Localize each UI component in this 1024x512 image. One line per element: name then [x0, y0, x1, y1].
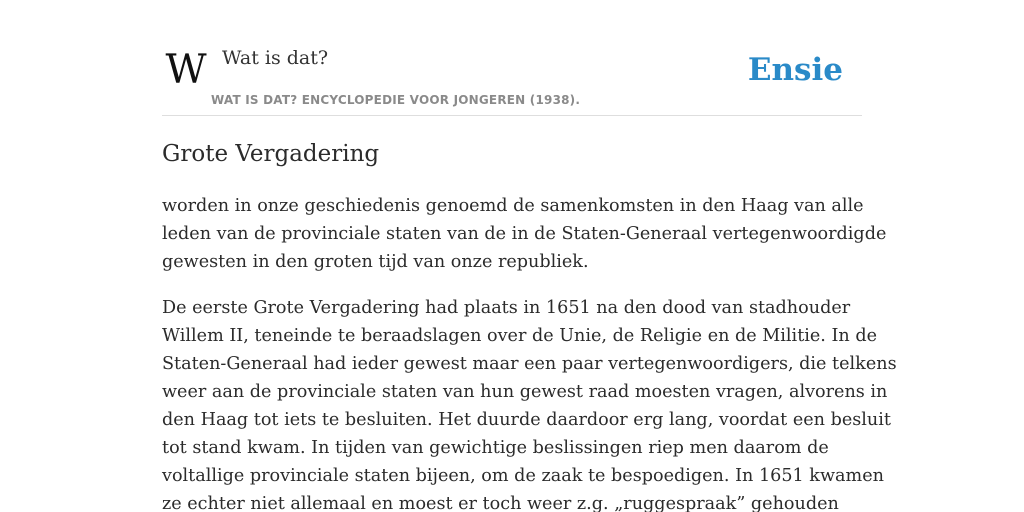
paragraph-line: leden van de provinciale staten van de in de Staten-Generaal vertegenwoordigde	[162, 224, 887, 244]
article-title: Grote Vergadering	[162, 141, 380, 167]
wikipedia-logo-icon[interactable]: W	[165, 47, 207, 93]
page	[162, 0, 897, 512]
source-subtitle: WAT IS DAT? ENCYCLOPEDIE VOOR JONGEREN (1938).	[211, 93, 581, 107]
paragraph-line: De eerste Grote Vergadering had plaats in 1651 na den dood van stadhouder	[162, 298, 851, 318]
paragraph-line: Willem II, teneinde te beraadslagen over de Unie, de Religie en de Militie. In de	[162, 326, 878, 346]
article-body	[162, 192, 897, 512]
paragraph-2	[162, 294, 897, 512]
paragraph-line: worden in onze geschiedenis genoemd de samenkomsten in den Haag van alle	[162, 196, 864, 216]
paragraph-line: gewesten in den groten tijd van onze republiek.	[162, 252, 589, 272]
source-title[interactable]: Wat is dat?	[222, 47, 329, 69]
source-header	[162, 0, 862, 116]
paragraph-line: ze echter niet allemaal en moest er toch weer z.g. „ruggespraak” gehouden	[162, 494, 839, 512]
paragraph-line: Staten-Generaal had ieder gewest maar een paar vertegenwoordigers, die telkens	[162, 354, 897, 374]
paragraph-1	[162, 192, 887, 276]
paragraph-line: weer aan de provinciale staten van hun gewest raad moesten vragen, alvorens in	[162, 382, 888, 402]
paragraph-line: tot stand kwam. In tijden van gewichtige beslissingen riep men daarom de	[162, 438, 829, 458]
paragraph-line: den Haag tot iets te besluiten. Het duurde daardoor erg lang, voordat een besluit	[162, 410, 891, 430]
paragraph-line: voltallige provinciale staten bijeen, om de zaak te bespoedigen. In 1651 kwamen	[162, 466, 884, 486]
ensie-brand-link[interactable]: Ensie	[747, 52, 843, 88]
